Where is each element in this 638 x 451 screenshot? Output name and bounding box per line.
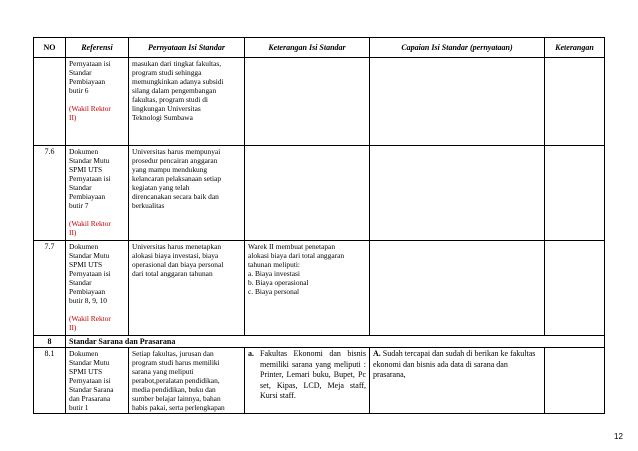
referensi-role: II) — [69, 228, 77, 237]
table-header-row — [34, 38, 605, 58]
pernyataan-line: kegiatan yang telah — [132, 183, 190, 192]
referensi-line: Dokumen — [69, 349, 99, 358]
pernyataan-line: yang mampu mendukung — [132, 165, 208, 174]
keterangan-isi-text: Fakultas Ekonomi dan bisnis memiliki sarana yang meliputi : Printer, Lemari buku, Bupet, Pc set, Kipas, LCD, Meja staff, Kursi staff. — [260, 349, 366, 400]
section-row — [34, 336, 605, 348]
pernyataan-line: berkualitas — [132, 201, 165, 210]
pernyataan-line: prosedur pencairan anggaran — [132, 156, 218, 165]
pernyataan-line: habis pakai, serta perlengkapan — [132, 403, 225, 412]
table-row — [34, 146, 605, 241]
pernyataan-line: Universitas harus mempunyai — [132, 147, 221, 156]
referensi-line: Pernyataan isi — [69, 269, 111, 278]
table-row — [34, 348, 605, 414]
pernyataan-line: lingkungan Universitas — [132, 104, 201, 113]
pernyataan-line: program studi harus memiliki — [132, 358, 220, 367]
referensi-line: Standar — [69, 68, 92, 77]
referensi-line: butir 8, 9, 10 — [69, 296, 107, 305]
referensi-line: Pembiayaan — [69, 192, 106, 201]
keterangan-isi-line: c. Biaya personal — [248, 287, 300, 296]
keterangan-isi-line: a. Biaya investasi — [248, 269, 300, 278]
standards-table — [33, 37, 605, 414]
referensi-line: Standar — [69, 278, 92, 287]
referensi-line: Standar Mutu — [69, 251, 110, 260]
row-keterangan — [545, 58, 605, 146]
referensi-line: butir 1 — [69, 403, 89, 412]
referensi-line: Standar Sarana — [69, 385, 114, 394]
referensi-line: Standar Mutu — [69, 358, 110, 367]
capaian-text: Sudah tercapai dan sudah di berikan ke fakultas ekonomi dan bisnis ada data di sarana dan prasarana, — [373, 349, 536, 379]
pernyataan-line: sumber belajar lainnya, bahan — [132, 394, 221, 403]
row-keterangan — [545, 348, 605, 414]
referensi-line: butir 7 — [69, 201, 89, 210]
page-number: 12 — [614, 432, 623, 441]
pernyataan-line: masukan dari tingkat fakultas, — [132, 59, 222, 68]
table-row — [34, 241, 605, 336]
referensi-line: dan Prasarana — [69, 394, 111, 403]
pernyataan-line: dari total anggaran tahunan — [132, 269, 213, 278]
row-keterangan — [545, 146, 605, 241]
row-no — [34, 58, 66, 146]
pernyataan-line: operasional dan biaya personal — [132, 260, 224, 269]
referensi-line: Pembiayaan — [69, 287, 106, 296]
referensi-line: SPMI UTS — [69, 260, 103, 269]
keterangan-isi-line: alokasi biaya dari total anggaran — [248, 251, 345, 260]
referensi-line: SPMI UTS — [69, 367, 103, 376]
pernyataan-line: direncanakan secara baik dan — [132, 192, 219, 201]
pernyataan-line: kelancaran pelaksanaan setiap — [132, 174, 222, 183]
row-capaian — [370, 146, 545, 241]
referensi-line: Pernyataan isi — [69, 59, 111, 68]
pernyataan-line: alokasi biaya investasi, biaya — [132, 251, 219, 260]
referensi-line: Dokumen — [69, 242, 99, 251]
referensi-role: (Wakil Rektor — [69, 219, 111, 228]
pernyataan-line: silang dalam pengembangan — [132, 86, 217, 95]
pernyataan-line: media pendidikan, buku dan — [132, 385, 216, 394]
row-pernyataan — [129, 146, 245, 241]
row-pernyataan — [129, 241, 245, 336]
row-no: 7.7 — [34, 241, 66, 336]
referensi-line: Pernyataan isi — [69, 174, 111, 183]
row-keterangan-isi — [245, 241, 370, 336]
row-pernyataan — [129, 348, 245, 414]
header-keterangan: Keterangan — [545, 38, 605, 58]
referensi-line: Pernyataan isi — [69, 376, 111, 385]
table-row — [34, 58, 605, 146]
referensi-role: (Wakil Rektor — [69, 104, 111, 113]
pernyataan-line: fakultas, program studi di — [132, 95, 208, 104]
referensi-line: butir 6 — [69, 86, 89, 95]
row-keterangan — [545, 241, 605, 336]
pernyataan-line: Setiap fakultas, jurusan dan — [132, 349, 214, 358]
keterangan-isi-label: a. — [248, 349, 254, 358]
referensi-line: Pembiayaan — [69, 77, 106, 86]
keterangan-isi-line: tahunan meliputi: — [248, 260, 300, 269]
referensi-role: II) — [69, 323, 77, 332]
pernyataan-line: sarana yang meliputi — [132, 367, 194, 376]
capaian-label: A. — [373, 349, 381, 358]
keterangan-isi-line: Warek II membuat penetapan — [248, 242, 336, 251]
header-referensi: Referensi — [66, 38, 129, 58]
referensi-line: Standar — [69, 183, 92, 192]
pernyataan-line: memungkinkan adanya subsidi — [132, 77, 224, 86]
row-referensi — [66, 58, 129, 146]
header-no: NO — [34, 38, 66, 58]
row-capaian — [370, 241, 545, 336]
row-no: 8.1 — [34, 348, 66, 414]
row-keterangan-isi — [245, 348, 370, 414]
referensi-role: II) — [69, 113, 77, 122]
row-capaian — [370, 58, 545, 146]
row-keterangan-isi — [245, 58, 370, 146]
row-no: 7.6 — [34, 146, 66, 241]
header-keterangan-isi: Keterangan Isi Standar — [245, 38, 370, 58]
row-referensi — [66, 146, 129, 241]
pernyataan-line: program studi sehingga — [132, 68, 202, 77]
keterangan-isi-line: b. Biaya operasional — [248, 278, 309, 287]
pernyataan-line: Teknologi Sumbawa — [132, 113, 193, 122]
section-no: 8 — [34, 336, 66, 348]
pernyataan-line: Universitas harus menetapkan — [132, 242, 222, 251]
header-capaian: Capaian Isi Standar (pernyataan) — [370, 38, 545, 58]
referensi-role: (Wakil Rektor — [69, 314, 111, 323]
referensi-line: Standar Mutu — [69, 156, 110, 165]
referensi-line: Dokumen — [69, 147, 99, 156]
row-referensi — [66, 241, 129, 336]
header-pernyataan: Pernyataan Isi Standar — [129, 38, 245, 58]
row-capaian — [370, 348, 545, 414]
row-referensi — [66, 348, 129, 414]
section-title: Standar Sarana dan Prasarana — [66, 336, 605, 348]
row-pernyataan — [129, 58, 245, 146]
pernyataan-line: perabot,peralatan pendidikan, — [132, 376, 220, 385]
row-keterangan-isi — [245, 146, 370, 241]
referensi-line: SPMI UTS — [69, 165, 103, 174]
